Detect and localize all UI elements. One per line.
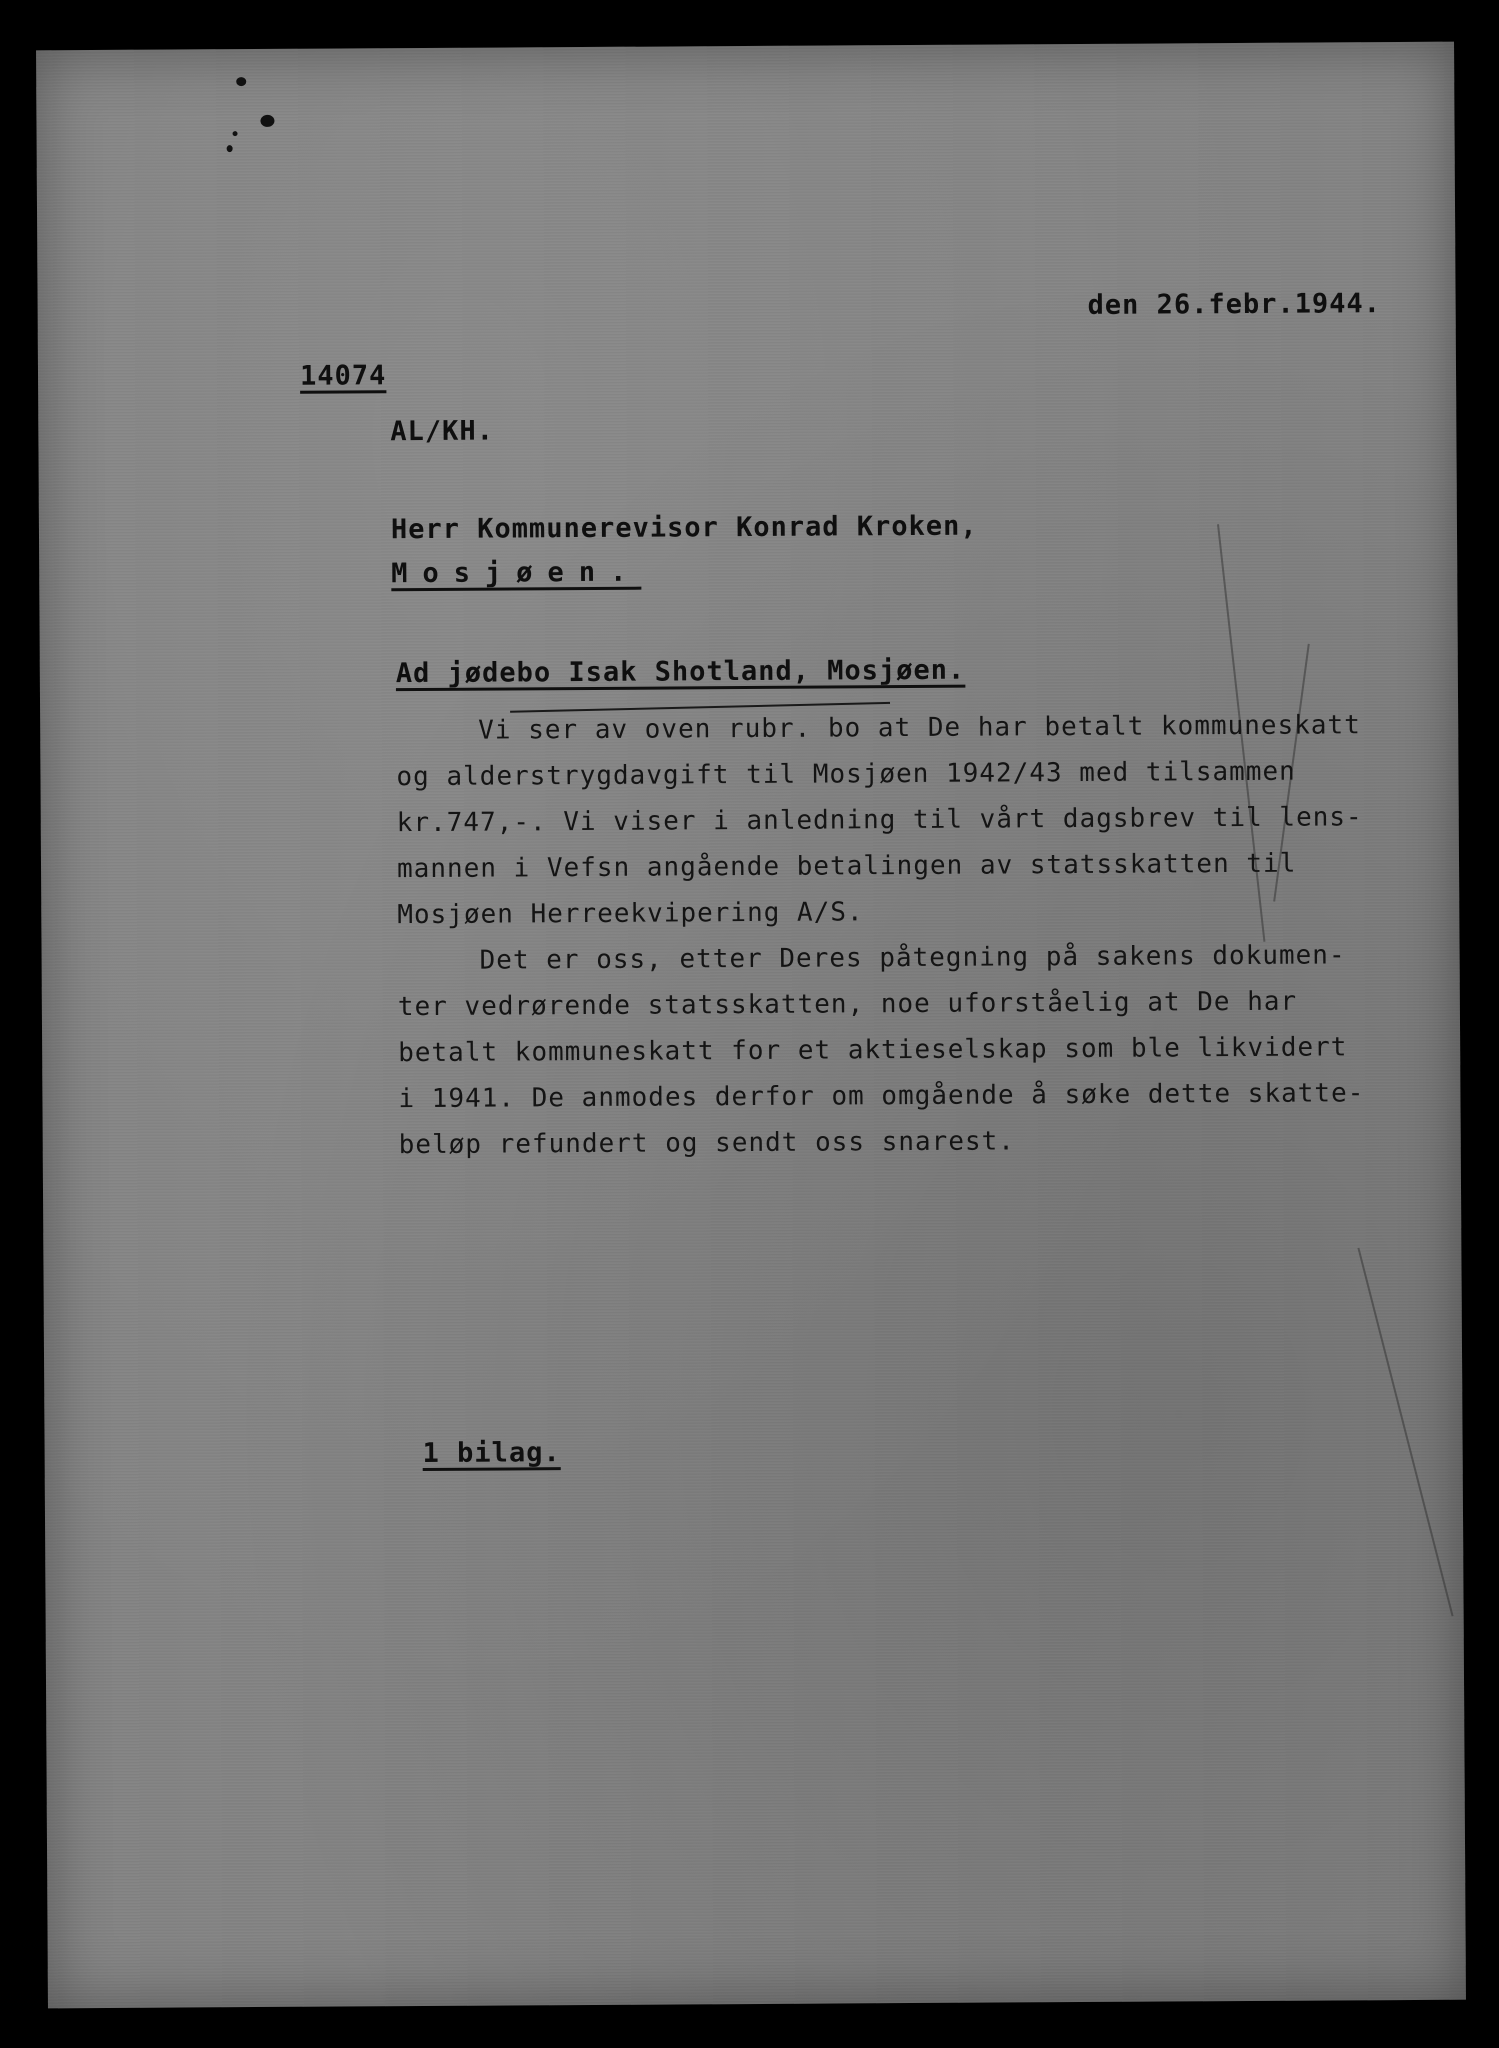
body-line: Vi ser av oven rubr. bo at De har betalt kommuneskatt	[478, 710, 1361, 746]
paper-scratch	[1357, 1248, 1453, 1617]
ink-spot	[227, 145, 233, 152]
reference-number: 14074	[299, 360, 387, 392]
letter-paper	[36, 42, 1466, 2009]
letter-subject: Ad jødebo Isak Shotland, Mosjøen.	[395, 654, 966, 690]
enclosure-note: 1 bilag.	[422, 1437, 561, 1470]
subject-underline	[510, 702, 890, 713]
recipient-place: Mosjøen.	[391, 556, 642, 590]
body-line: Mosjøen Herreekvipering A/S.	[397, 897, 864, 931]
initials: AL/KH.	[390, 415, 495, 448]
ink-spot	[236, 77, 246, 86]
body-line: og alderstrygdavgift til Mosjøen 1942/43 med tilsammen	[396, 756, 1296, 793]
ink-spot	[260, 115, 274, 127]
body-line: mannen i Vefsn angående betalingen av statsskatten til	[396, 848, 1297, 885]
body-line: beløp refundert og sendt oss snarest.	[398, 1126, 1015, 1161]
recipient-name: Herr Kommunerevisor Konrad Kroken,	[390, 510, 978, 546]
body-line: kr.747,-. Vi viser i anledning til vårt dagsbrev til lens-	[396, 802, 1363, 839]
ink-spot	[233, 131, 238, 136]
letter-date: den 26.febr.1944.	[1087, 288, 1382, 321]
body-line: betalt kommuneskatt for et aktieselskap som ble likvidert	[398, 1032, 1348, 1069]
body-line: Det er oss, etter Deres påtegning på sakens dokumen-	[479, 940, 1346, 976]
body-line: i 1941. De anmodes derfor om omgående å søke dette skatte-	[398, 1078, 1365, 1115]
body-line: ter vedrørende statsskatten, noe uforståelig at De har	[397, 986, 1298, 1023]
